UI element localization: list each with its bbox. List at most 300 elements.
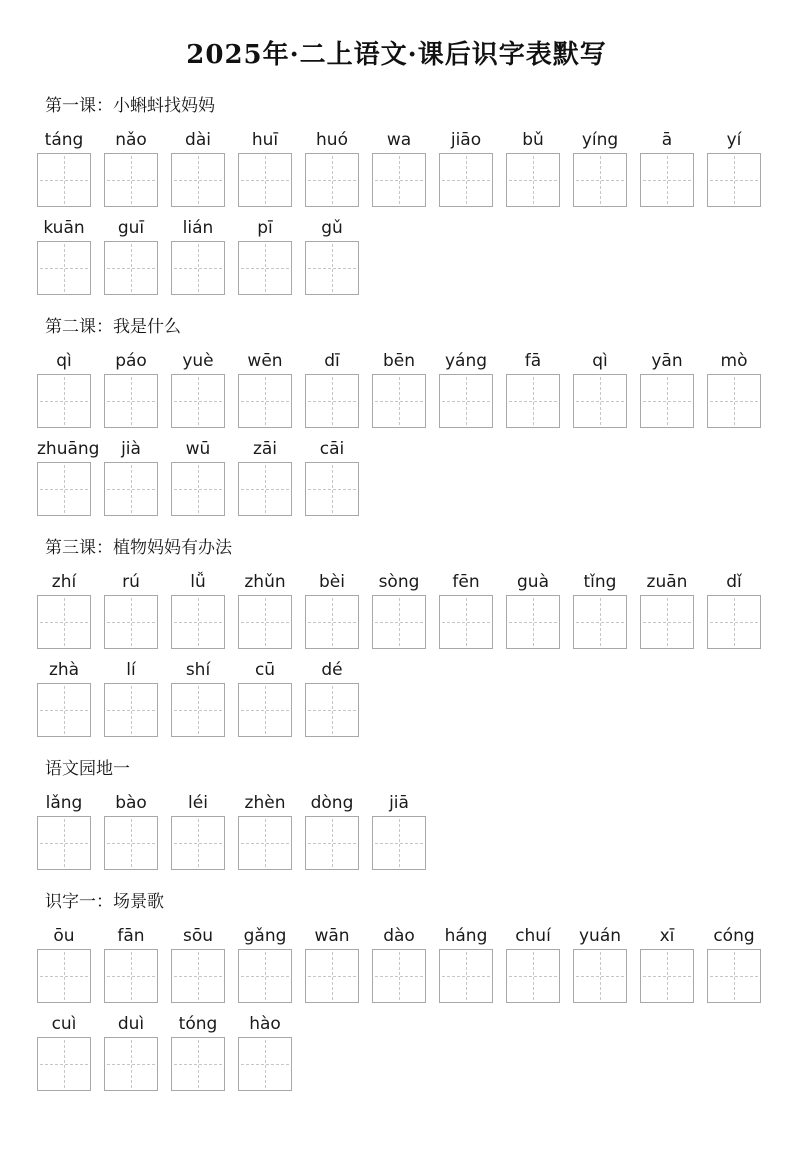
pinyin-row	[37, 570, 793, 649]
writing-box	[305, 153, 359, 207]
pinyin-row	[37, 1012, 793, 1091]
section-heading: 第二课：我是什么	[45, 317, 181, 337]
character-cell	[37, 1012, 91, 1091]
box-horizontal-guide	[375, 401, 423, 402]
box-horizontal-guide	[576, 976, 624, 977]
box-horizontal-guide	[40, 180, 88, 181]
character-cell	[439, 924, 493, 1003]
box-horizontal-guide	[174, 843, 222, 844]
character-cell	[171, 658, 225, 737]
writing-box	[171, 241, 225, 295]
box-horizontal-guide	[442, 401, 490, 402]
pinyin-label: bēn	[382, 351, 416, 371]
writing-box	[171, 816, 225, 870]
character-cell	[171, 570, 225, 649]
pinyin-label: hào	[249, 1014, 281, 1034]
writing-box	[104, 241, 158, 295]
writing-box	[104, 683, 158, 737]
pinyin-label: gǎng	[243, 926, 287, 946]
pinyin-label: yíng	[581, 130, 619, 150]
box-horizontal-guide	[40, 268, 88, 269]
box-horizontal-guide	[174, 180, 222, 181]
box-horizontal-guide	[643, 401, 691, 402]
box-horizontal-guide	[241, 401, 289, 402]
writing-box	[104, 153, 158, 207]
character-cell	[707, 924, 761, 1003]
writing-box	[104, 595, 158, 649]
box-horizontal-guide	[241, 710, 289, 711]
character-cell	[37, 924, 91, 1003]
pinyin-label: páo	[115, 351, 147, 371]
pinyin-label: zhí	[51, 572, 77, 592]
worksheet-page	[0, 38, 793, 1160]
character-cell	[372, 349, 426, 428]
page-title: 2025年·二上语文·课后识字表默写	[186, 40, 607, 70]
box-horizontal-guide	[710, 180, 758, 181]
pinyin-label: zuān	[646, 572, 688, 592]
box-horizontal-guide	[174, 1064, 222, 1065]
character-cell	[305, 128, 359, 207]
box-horizontal-guide	[375, 843, 423, 844]
box-horizontal-guide	[241, 268, 289, 269]
box-horizontal-guide	[576, 180, 624, 181]
worksheet-section	[0, 94, 793, 295]
pinyin-label: cū	[254, 660, 276, 680]
pinyin-label: duì	[117, 1014, 145, 1034]
writing-box	[171, 949, 225, 1003]
pinyin-label: yí	[726, 130, 742, 150]
pinyin-label: yuán	[578, 926, 622, 946]
pinyin-row	[37, 216, 793, 295]
box-horizontal-guide	[576, 622, 624, 623]
box-horizontal-guide	[174, 401, 222, 402]
character-cell	[238, 1012, 292, 1091]
writing-box	[171, 462, 225, 516]
section-rows	[0, 570, 793, 737]
pinyin-label: yáng	[444, 351, 488, 371]
box-horizontal-guide	[241, 843, 289, 844]
section-heading: 第一课：小蝌蚪找妈妈	[45, 96, 215, 116]
writing-box	[305, 462, 359, 516]
pinyin-label: zhuāng	[37, 439, 100, 459]
writing-box	[37, 1037, 91, 1091]
writing-box	[640, 153, 694, 207]
character-cell	[573, 128, 627, 207]
writing-box	[238, 1037, 292, 1091]
box-horizontal-guide	[308, 489, 356, 490]
character-cell	[640, 128, 694, 207]
writing-box	[439, 595, 493, 649]
writing-box	[238, 683, 292, 737]
box-horizontal-guide	[241, 489, 289, 490]
character-cell	[707, 570, 761, 649]
pinyin-label: chuí	[515, 926, 551, 946]
character-cell	[372, 128, 426, 207]
pinyin-label: qì	[56, 351, 72, 371]
character-cell	[372, 791, 426, 870]
writing-box	[707, 595, 761, 649]
character-cell	[372, 924, 426, 1003]
character-cell	[238, 216, 292, 295]
writing-box	[171, 683, 225, 737]
box-horizontal-guide	[308, 622, 356, 623]
pinyin-label: léi	[188, 793, 208, 813]
character-cell	[37, 349, 91, 428]
writing-box	[104, 816, 158, 870]
box-horizontal-guide	[174, 710, 222, 711]
writing-box	[238, 153, 292, 207]
box-horizontal-guide	[40, 401, 88, 402]
pinyin-row	[37, 349, 793, 428]
pinyin-label: qì	[592, 351, 608, 371]
pinyin-label: jià	[121, 439, 141, 459]
box-horizontal-guide	[509, 622, 557, 623]
box-horizontal-guide	[308, 180, 356, 181]
writing-box	[640, 374, 694, 428]
pinyin-label: kuān	[43, 218, 85, 238]
character-cell	[707, 128, 761, 207]
box-horizontal-guide	[308, 710, 356, 711]
character-cell	[37, 128, 91, 207]
character-cell	[104, 128, 158, 207]
writing-box	[238, 949, 292, 1003]
pinyin-row	[37, 437, 793, 516]
section-heading: 识字一：场景歌	[45, 892, 164, 912]
character-cell	[238, 128, 292, 207]
box-horizontal-guide	[174, 622, 222, 623]
writing-box	[37, 153, 91, 207]
character-cell	[104, 924, 158, 1003]
box-horizontal-guide	[174, 268, 222, 269]
character-cell	[305, 924, 359, 1003]
pinyin-label: guà	[517, 572, 549, 592]
character-cell	[104, 1012, 158, 1091]
writing-box	[171, 374, 225, 428]
pinyin-label: dòng	[310, 793, 354, 813]
box-horizontal-guide	[241, 180, 289, 181]
writing-box	[171, 153, 225, 207]
character-cell	[171, 1012, 225, 1091]
box-horizontal-guide	[107, 1064, 155, 1065]
pinyin-label: dào	[383, 926, 415, 946]
box-horizontal-guide	[375, 976, 423, 977]
pinyin-label: lí	[126, 660, 136, 680]
character-cell	[238, 349, 292, 428]
character-cell	[573, 349, 627, 428]
writing-box	[640, 949, 694, 1003]
character-cell	[37, 216, 91, 295]
writing-box	[238, 241, 292, 295]
writing-box	[171, 595, 225, 649]
character-cell	[573, 924, 627, 1003]
character-cell	[640, 924, 694, 1003]
pinyin-row	[37, 658, 793, 737]
box-horizontal-guide	[40, 843, 88, 844]
writing-box	[37, 683, 91, 737]
box-horizontal-guide	[174, 976, 222, 977]
pinyin-label: wān	[314, 926, 350, 946]
box-horizontal-guide	[643, 976, 691, 977]
character-cell	[104, 437, 158, 516]
pinyin-label: huó	[316, 130, 348, 150]
character-cell	[171, 437, 225, 516]
writing-box	[707, 949, 761, 1003]
pinyin-label: shí	[185, 660, 211, 680]
box-horizontal-guide	[241, 622, 289, 623]
character-cell	[707, 349, 761, 428]
writing-box	[707, 374, 761, 428]
pinyin-label: bèi	[319, 572, 345, 592]
box-horizontal-guide	[40, 622, 88, 623]
pinyin-label: zhǔn	[244, 572, 286, 592]
pinyin-label: cāi	[319, 439, 345, 459]
pinyin-label: xī	[659, 926, 675, 946]
box-horizontal-guide	[308, 268, 356, 269]
pinyin-label: zhèn	[244, 793, 286, 813]
box-horizontal-guide	[509, 180, 557, 181]
pinyin-label: tóng	[178, 1014, 218, 1034]
pinyin-label: ā	[661, 130, 673, 150]
character-cell	[37, 658, 91, 737]
worksheet-section	[0, 536, 793, 737]
box-horizontal-guide	[375, 180, 423, 181]
character-cell	[372, 570, 426, 649]
writing-box	[506, 949, 560, 1003]
box-horizontal-guide	[576, 401, 624, 402]
writing-box	[171, 1037, 225, 1091]
writing-box	[573, 949, 627, 1003]
character-cell	[439, 128, 493, 207]
box-horizontal-guide	[643, 622, 691, 623]
pinyin-label: lǚ	[190, 572, 206, 592]
box-horizontal-guide	[107, 622, 155, 623]
section-rows	[0, 128, 793, 295]
box-horizontal-guide	[174, 489, 222, 490]
pinyin-row	[37, 924, 793, 1003]
writing-box	[640, 595, 694, 649]
character-cell	[640, 349, 694, 428]
section-heading: 语文园地一	[45, 759, 130, 779]
pinyin-label: guī	[117, 218, 145, 238]
writing-box	[573, 374, 627, 428]
character-cell	[305, 791, 359, 870]
character-cell	[506, 128, 560, 207]
character-cell	[573, 570, 627, 649]
pinyin-label: sōu	[182, 926, 214, 946]
section-rows	[0, 791, 793, 870]
writing-box	[238, 595, 292, 649]
pinyin-label: wū	[185, 439, 211, 459]
character-cell	[171, 128, 225, 207]
writing-box	[238, 816, 292, 870]
pinyin-label: háng	[444, 926, 488, 946]
worksheet-section	[0, 757, 793, 870]
writing-box	[37, 595, 91, 649]
character-cell	[305, 570, 359, 649]
pinyin-label: nǎo	[115, 130, 147, 150]
character-cell	[37, 791, 91, 870]
pinyin-label: bǔ	[522, 130, 544, 150]
pinyin-label: dī	[324, 351, 340, 371]
writing-box	[707, 153, 761, 207]
pinyin-label: fān	[117, 926, 145, 946]
box-horizontal-guide	[107, 976, 155, 977]
pinyin-label: zāi	[252, 439, 278, 459]
character-cell	[171, 216, 225, 295]
character-cell	[305, 349, 359, 428]
writing-box	[305, 374, 359, 428]
character-cell	[238, 437, 292, 516]
box-horizontal-guide	[710, 976, 758, 977]
writing-box	[506, 374, 560, 428]
character-cell	[640, 570, 694, 649]
pinyin-label: mò	[720, 351, 748, 371]
character-cell	[238, 924, 292, 1003]
character-cell	[37, 570, 91, 649]
character-cell	[506, 924, 560, 1003]
pinyin-row	[37, 791, 793, 870]
box-horizontal-guide	[308, 401, 356, 402]
writing-box	[439, 374, 493, 428]
box-horizontal-guide	[442, 622, 490, 623]
character-cell	[104, 791, 158, 870]
pinyin-label: pī	[257, 218, 273, 238]
character-cell	[104, 658, 158, 737]
writing-box	[372, 816, 426, 870]
character-cell	[171, 924, 225, 1003]
pinyin-label: yān	[651, 351, 683, 371]
pinyin-label: jiā	[389, 793, 409, 813]
pinyin-label: jiāo	[450, 130, 482, 150]
writing-box	[37, 816, 91, 870]
character-cell	[305, 437, 359, 516]
box-horizontal-guide	[107, 268, 155, 269]
pinyin-label: fēn	[452, 572, 480, 592]
pinyin-label: bào	[115, 793, 147, 813]
character-cell	[104, 216, 158, 295]
character-cell	[171, 349, 225, 428]
box-horizontal-guide	[107, 489, 155, 490]
character-cell	[305, 216, 359, 295]
writing-box	[372, 374, 426, 428]
box-horizontal-guide	[643, 180, 691, 181]
writing-box	[238, 462, 292, 516]
section-rows	[0, 924, 793, 1091]
pinyin-label: yuè	[182, 351, 214, 371]
box-horizontal-guide	[241, 1064, 289, 1065]
writing-box	[506, 153, 560, 207]
pinyin-label: gǔ	[321, 218, 343, 238]
character-cell	[305, 658, 359, 737]
box-horizontal-guide	[40, 1064, 88, 1065]
writing-box	[104, 374, 158, 428]
writing-box	[573, 153, 627, 207]
pinyin-row	[37, 128, 793, 207]
writing-box	[37, 241, 91, 295]
writing-box	[104, 1037, 158, 1091]
character-cell	[238, 658, 292, 737]
writing-box	[305, 241, 359, 295]
box-horizontal-guide	[241, 976, 289, 977]
character-cell	[506, 349, 560, 428]
pinyin-label: cuì	[51, 1014, 77, 1034]
box-horizontal-guide	[710, 622, 758, 623]
box-horizontal-guide	[107, 401, 155, 402]
box-horizontal-guide	[375, 622, 423, 623]
character-cell	[37, 437, 100, 516]
writing-box	[372, 153, 426, 207]
writing-box	[439, 153, 493, 207]
character-cell	[439, 570, 493, 649]
writing-box	[305, 816, 359, 870]
pinyin-label: dài	[185, 130, 211, 150]
box-horizontal-guide	[40, 976, 88, 977]
pinyin-label: zhà	[48, 660, 80, 680]
pinyin-label: huī	[251, 130, 279, 150]
box-horizontal-guide	[442, 976, 490, 977]
writing-box	[238, 374, 292, 428]
character-cell	[238, 570, 292, 649]
box-horizontal-guide	[107, 180, 155, 181]
box-horizontal-guide	[509, 976, 557, 977]
worksheet-section	[0, 890, 793, 1091]
box-horizontal-guide	[107, 710, 155, 711]
writing-box	[37, 462, 91, 516]
section-heading: 第三课：植物妈妈有办法	[45, 538, 232, 558]
sections	[0, 94, 793, 1091]
writing-box	[506, 595, 560, 649]
character-cell	[104, 349, 158, 428]
pinyin-label: dé	[321, 660, 343, 680]
pinyin-label: lǎng	[45, 793, 83, 813]
pinyin-label: táng	[44, 130, 84, 150]
character-cell	[238, 791, 292, 870]
writing-box	[305, 949, 359, 1003]
writing-box	[305, 595, 359, 649]
character-cell	[506, 570, 560, 649]
writing-box	[104, 949, 158, 1003]
box-horizontal-guide	[107, 843, 155, 844]
pinyin-label: wēn	[247, 351, 283, 371]
pinyin-label: fā	[524, 351, 542, 371]
pinyin-label: dǐ	[726, 572, 742, 592]
pinyin-label: sòng	[378, 572, 420, 592]
character-cell	[171, 791, 225, 870]
pinyin-label: ōu	[53, 926, 75, 946]
writing-box	[37, 949, 91, 1003]
writing-box	[305, 683, 359, 737]
box-horizontal-guide	[308, 976, 356, 977]
pinyin-label: tǐng	[583, 572, 617, 592]
writing-box	[372, 595, 426, 649]
box-horizontal-guide	[442, 180, 490, 181]
section-rows	[0, 349, 793, 516]
writing-box	[37, 374, 91, 428]
writing-box	[372, 949, 426, 1003]
writing-box	[439, 949, 493, 1003]
writing-box	[573, 595, 627, 649]
box-horizontal-guide	[40, 710, 88, 711]
box-horizontal-guide	[710, 401, 758, 402]
character-cell	[439, 349, 493, 428]
pinyin-label: lián	[182, 218, 214, 238]
pinyin-label: rú	[122, 572, 140, 592]
pinyin-label: wa	[386, 130, 412, 150]
character-cell	[104, 570, 158, 649]
box-horizontal-guide	[509, 401, 557, 402]
box-horizontal-guide	[40, 489, 88, 490]
worksheet-section	[0, 315, 793, 516]
